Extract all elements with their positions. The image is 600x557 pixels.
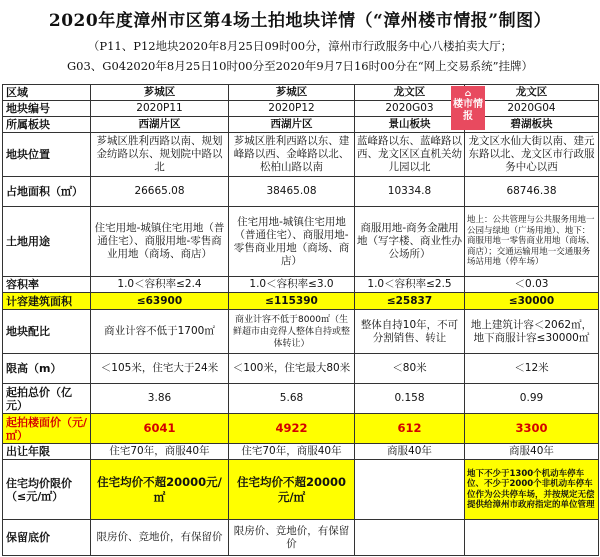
cell-g04: 0.99	[465, 384, 599, 414]
house-icon: ⌂	[464, 89, 472, 99]
cell-g03: 商服40年	[355, 444, 465, 460]
subtitle-line-1: （P11、P12地块2020年8月25日09时00分，漳州市行政服务中心八楼拍卖大厅；	[87, 39, 513, 53]
row-land-area	[3, 177, 599, 207]
cell-g04: 3300	[465, 414, 599, 444]
cell-g03	[355, 520, 465, 556]
cell-p12: 芗城区胜利西路以东、建峰路以西、金峰路以北、松柏山路以南	[229, 133, 355, 177]
row-label: 土地用途	[3, 207, 91, 277]
cell-g03: 10334.8	[355, 177, 465, 207]
cell-p12: 住宅用地-城镇住宅用地（普通住宅）、商服用地-零售商业用地（商场、商店）	[229, 207, 355, 277]
cell-g04: 地上：公共管理与公共服务用地一公园与绿地（广场用地）、地下：商服用地一零售商业用地（商场、商店）；交通运输用地一交通服务场站用地（停车场）	[465, 207, 599, 277]
row-ratio-mix	[3, 310, 599, 354]
cell-g04: 68746.38	[465, 177, 599, 207]
row-start-price	[3, 384, 599, 414]
cell-g03: 0.158	[355, 384, 465, 414]
row-label: 地块编号	[3, 101, 91, 117]
row-term	[3, 444, 599, 460]
cell-g04: 龙文区	[465, 85, 599, 101]
row-label: 地块位置	[3, 133, 91, 177]
cell-p11: 1.0＜容积率≤2.4	[91, 277, 229, 293]
row-price-cap	[3, 460, 599, 520]
cell-p12: 芗城区	[229, 85, 355, 101]
row-sector	[3, 117, 599, 133]
subtitle-line-2: G03、G042020年8月25日10时00分至2020年9月7日16时00分在“网上交易系统”挂牌）	[66, 59, 534, 73]
row-label: 保留底价	[3, 520, 91, 556]
cell-g03: 商服用地-商务金融用地（写字楼、商业性办公场所）	[355, 207, 465, 277]
cell-g04: 2020G04	[465, 101, 599, 117]
cell-g03: ＜80米	[355, 354, 465, 384]
row-label: 区域	[3, 85, 91, 101]
cell-p12: 2020P12	[229, 101, 355, 117]
cell-p12: 5.68	[229, 384, 355, 414]
watermark-logo	[451, 86, 485, 130]
cell-g03: 龙文区	[355, 85, 465, 101]
row-label: 容积率	[3, 277, 91, 293]
cell-p11: 3.86	[91, 384, 229, 414]
row-label: 出让年限	[3, 444, 91, 460]
cell-g03: 整体自持10年，不可分割销售、转让	[355, 310, 465, 354]
row-region	[3, 85, 599, 101]
row-location	[3, 133, 599, 177]
cell-g03: 景山板块	[355, 117, 465, 133]
cell-p12: 商业计容不低于8000㎡（生鲜超市由竞得人整体自持或整体转让）	[229, 310, 355, 354]
row-label: 所属板块	[3, 117, 91, 133]
cell-p12: 38465.08	[229, 177, 355, 207]
cell-p12: 1.0＜容积率≤3.0	[229, 277, 355, 293]
cell-p12: ＜100米，住宅最大80米	[229, 354, 355, 384]
row-label: 计容建筑面积	[3, 293, 91, 310]
row-floor-price	[3, 414, 599, 444]
cell-p12: 西湖片区	[229, 117, 355, 133]
row-label: 占地面积（㎡）	[3, 177, 91, 207]
row-label: 限高（m）	[3, 354, 91, 384]
header	[0, 0, 600, 86]
cell-p11: 6041	[91, 414, 229, 444]
cell-p11: 2020P11	[91, 101, 229, 117]
cell-p11: ＜105米，住宅大于24米	[91, 354, 229, 384]
row-floor-area	[3, 293, 599, 310]
row-reserve-price	[3, 520, 599, 556]
cell-p12: ≤115390	[229, 293, 355, 310]
cell-p12: 4922	[229, 414, 355, 444]
row-label: 起拍总价（亿元）	[3, 384, 91, 414]
cell-g04: 龙文区水仙大街以南、建元东路以北、龙文区市行政服务中心以西	[465, 133, 599, 177]
cell-p11: 26665.08	[91, 177, 229, 207]
watermark-text: 楼市情报	[453, 99, 483, 122]
cell-p11: ≤63900	[91, 293, 229, 310]
row-label: 地块配比	[3, 310, 91, 354]
cell-p11: 限房价、竞地价，有保留价	[91, 520, 229, 556]
cell-g04: ＜12米	[465, 354, 599, 384]
row-label: 住宅均价限价（≤元/㎡）	[3, 460, 91, 520]
cell-g03: 612	[355, 414, 465, 444]
cell-g04: 商服40年	[465, 444, 599, 460]
cell-p12: 住宅均价不超20000元/㎡	[229, 460, 355, 520]
cell-g04	[465, 520, 599, 556]
row-label: 起拍楼面价（元/㎡）	[3, 414, 91, 444]
cell-g04: 碧湖板块	[465, 117, 599, 133]
cell-g04: ≤30000	[465, 293, 599, 310]
cell-g04: 地上建筑计容＜2062㎡，地下商服计容≤30000㎡	[465, 310, 599, 354]
cell-p11: 住宅均价不超20000元/㎡	[91, 460, 229, 520]
cell-p12: 限房价、竞地价，有保留价	[229, 520, 355, 556]
cell-p11: 芗城区胜利西路以南、规划金纺路以东、规划院中路以北	[91, 133, 229, 177]
row-height-limit	[3, 354, 599, 384]
row-land-use	[3, 207, 599, 277]
cell-g04: ＜0.03	[465, 277, 599, 293]
cell-g03: ≤25837	[355, 293, 465, 310]
cell-g03: 1.0＜容积率≤2.5	[355, 277, 465, 293]
cell-p11: 住宅用地-城镇住宅用地（普通住宅）、商服用地-零售商业用地（商场、商店）	[91, 207, 229, 277]
land-parcel-table	[2, 84, 599, 556]
cell-p11: 西湖片区	[91, 117, 229, 133]
cell-p11: 芗城区	[91, 85, 229, 101]
cell-p11: 住宅70年，商服40年	[91, 444, 229, 460]
cell-g03: 2020G03	[355, 101, 465, 117]
cell-g04: 地下不少于1300个机动车停车位、不少于2000个非机动车停车位作为公共停车场，并按规定无偿提供给漳州市政府指定的单位管理	[465, 460, 599, 520]
row-parcel-id	[3, 101, 599, 117]
page-title: 2020年度漳州市区第4场土拍地块详情（“漳州楼市情报”制图）	[48, 11, 552, 31]
cell-p12: 住宅70年，商服40年	[229, 444, 355, 460]
cell-g03	[355, 460, 465, 520]
cell-p11: 商业计容不低于1700㎡	[91, 310, 229, 354]
cell-g03: 蓝峰路以东、蓝峰路以西、龙文区区直机关幼儿园以北	[355, 133, 465, 177]
row-plot-ratio	[3, 277, 599, 293]
